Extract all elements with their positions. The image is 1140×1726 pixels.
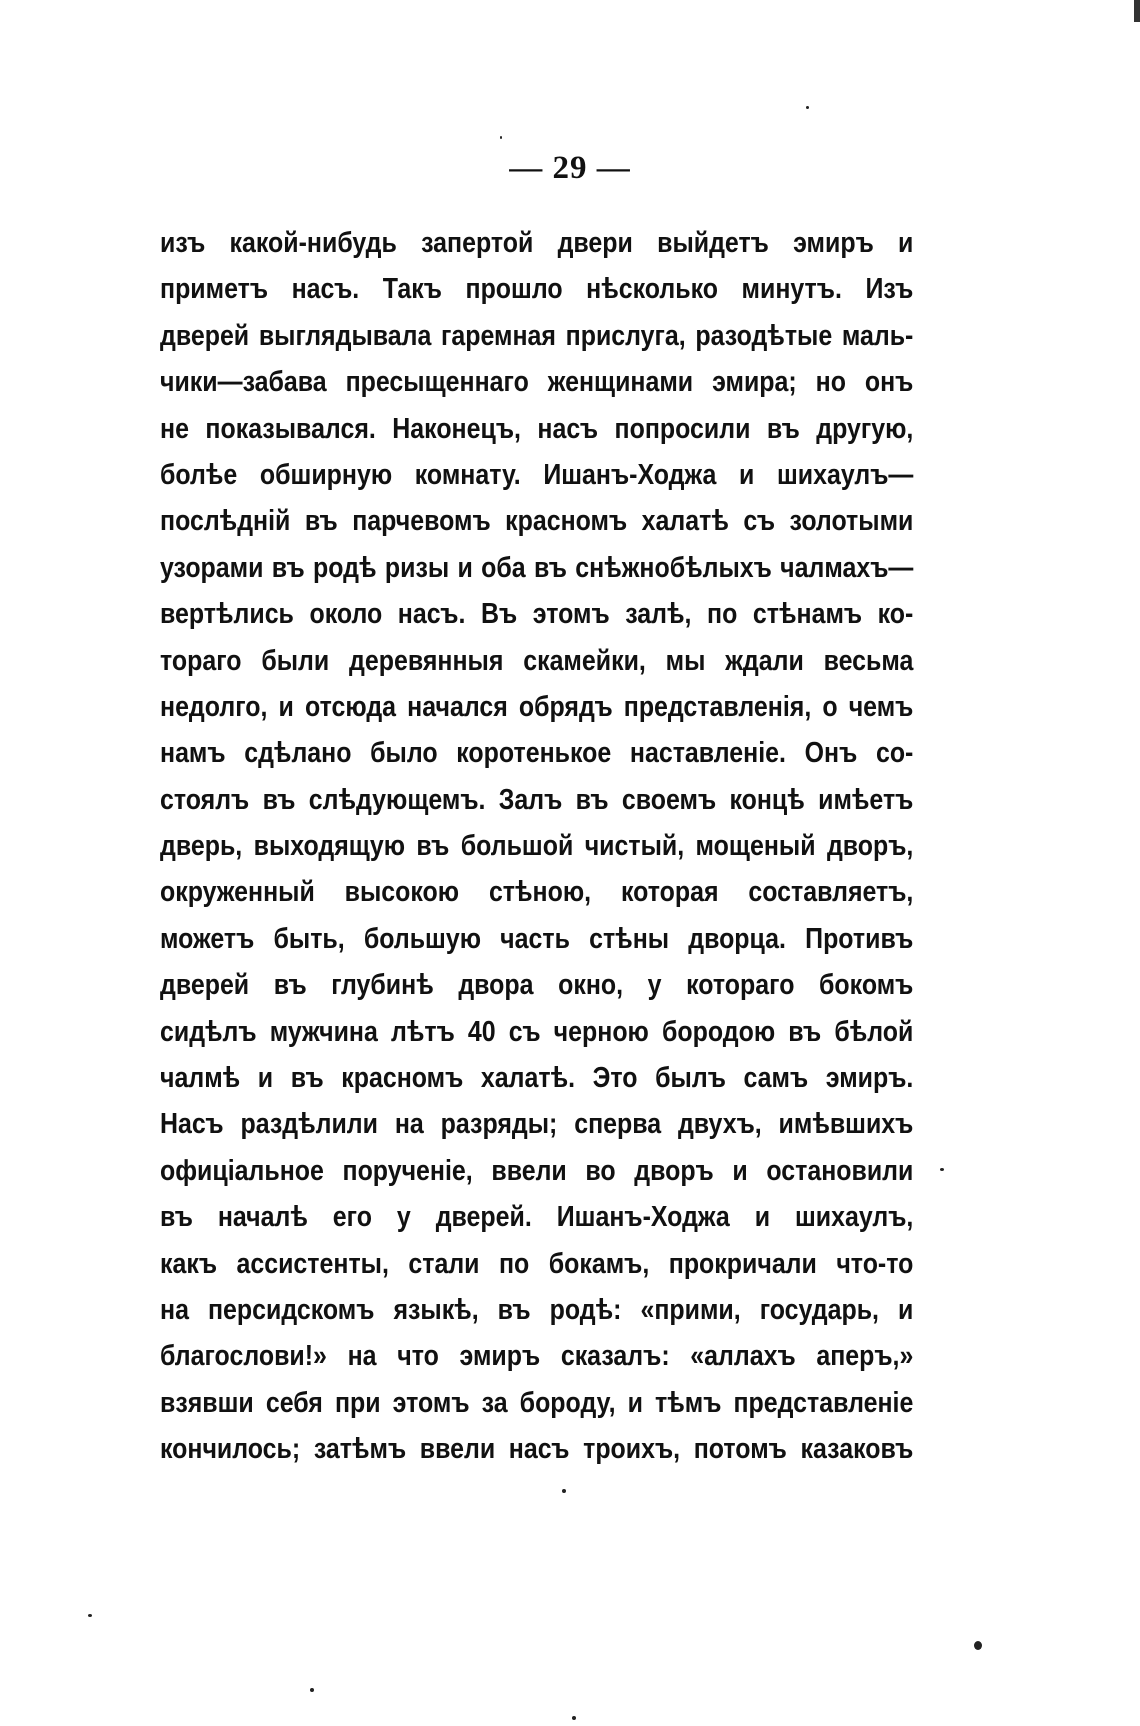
scan-edge-mark xyxy=(1134,0,1140,22)
scan-speck xyxy=(310,1688,314,1692)
text-line: приметъ насъ. Такъ прошло нѣсколько минутъ. Изъ xyxy=(160,273,914,306)
text-line: кончилось; затѣмъ ввели насъ троихъ, потомъ казаковъ xyxy=(160,1433,914,1466)
text-line: намъ сдѣлано было коротенькое наставленiе. Онъ со- xyxy=(160,737,914,770)
text-line: Насъ раздѣлили на разряды; сперва двухъ, имѣвшихъ xyxy=(160,1108,914,1141)
text-line: какъ ассистенты, стали по бокамъ, прокричали что-то xyxy=(160,1247,914,1280)
text-line: взявши себя при этомъ за бороду, и тѣмъ представленiе xyxy=(160,1386,914,1419)
text-line: сидѣлъ мужчина лѣтъ 40 съ черною бородою въ бѣлой xyxy=(160,1015,914,1048)
text-line: изъ какой-нибудь запертой двери выйдетъ эмиръ и xyxy=(160,227,914,259)
text-line: офицiальное порученiе, ввели во дворъ и остановили xyxy=(160,1154,914,1187)
text-line: чалмѣ и въ красномъ халатѣ. Это былъ самъ эмиръ. xyxy=(160,1062,914,1095)
text-line: тораго были деревянныя скамейки, мы ждали весьма xyxy=(160,644,914,677)
page-number: — 29 — xyxy=(509,150,631,186)
scan-speck xyxy=(500,136,502,139)
scan-speck xyxy=(806,106,809,109)
text-line: вертѣлись около насъ. Въ этомъ залѣ, по стѣнамъ ко- xyxy=(160,598,914,631)
text-line: на персидскомъ языкѣ, въ родѣ: «прими, государь, и xyxy=(160,1293,914,1326)
text-line: дверей выглядывала гаремная прислуга, разодѣтые маль- xyxy=(160,319,914,352)
text-line: послѣднiй въ парчевомъ красномъ халатѣ съ золотыми xyxy=(160,505,914,538)
text-line: не показывался. Наконецъ, насъ попросили въ другую, xyxy=(160,412,914,445)
text-line: недолго, и отсюда начался обрядъ представленiя, о чемъ xyxy=(160,690,914,723)
scan-speck xyxy=(88,1614,92,1617)
text-line: дверей въ глубинѣ двора окно, у котораго бокомъ xyxy=(160,969,914,1002)
body-text xyxy=(160,220,914,1473)
text-line: узорами въ родѣ ризы и оба въ снѣжнобѣлыхъ чалмахъ— xyxy=(160,551,914,584)
text-line: въ началѣ его у дверей. Ишанъ-Ходжа и шихаулъ, xyxy=(160,1201,914,1234)
text-line: стоялъ въ слѣдующемъ. Залъ въ своемъ концѣ имѣетъ xyxy=(160,783,914,816)
scan-speck xyxy=(974,1641,982,1650)
scan-speck xyxy=(940,1168,944,1171)
scan-speck xyxy=(562,1489,566,1493)
scan-speck xyxy=(572,1716,576,1720)
text-line: окруженный высокою стѣною, которая составляетъ, xyxy=(160,876,914,909)
text-line: чики—забава пресыщеннаго женщинами эмира; но онъ xyxy=(160,366,914,399)
text-line: можетъ быть, большую часть стѣны дворца. Противъ xyxy=(160,922,914,955)
text-line: дверь, выходящую въ большой чистый, мощеный дворъ, xyxy=(160,830,914,863)
text-line: благослови!» на что эмиръ сказалъ: «аллахъ аперъ,» xyxy=(160,1340,914,1373)
text-line: болѣе обширную комнату. Ишанъ-Ходжа и шихаулъ— xyxy=(160,458,914,491)
